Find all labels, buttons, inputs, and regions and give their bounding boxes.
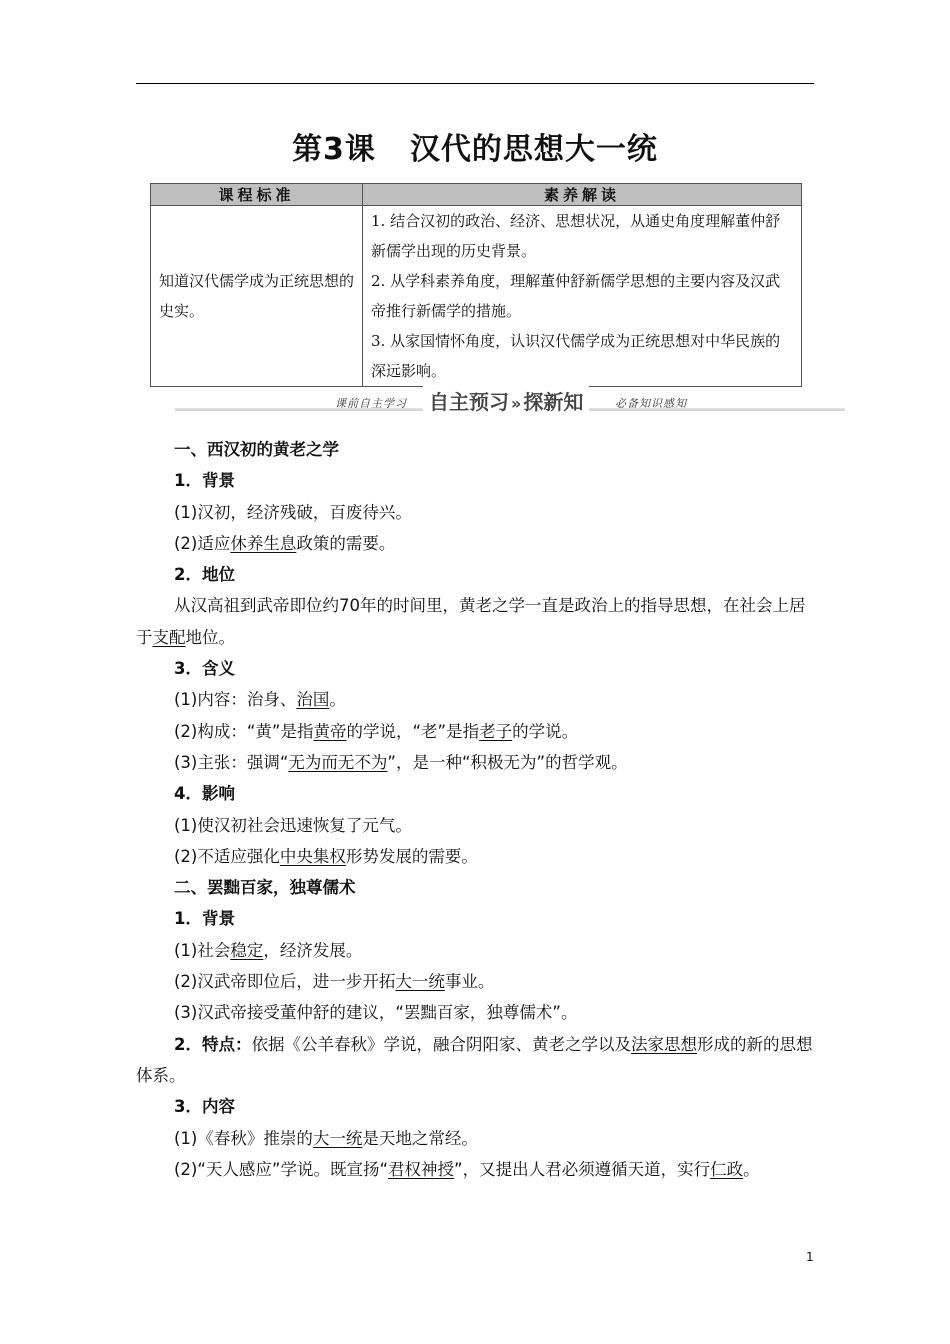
list-item: (2)构成：“黄”是指黄帝的学说，“老”是指老子的学说。 — [174, 721, 579, 741]
underlined-answer: 休养生息 — [230, 533, 297, 553]
page-title — [0, 124, 950, 168]
literacy-item: 3. 从家国情怀角度，认识汉代儒学成为正统思想对中华民族的深远影响。 — [371, 332, 781, 380]
subheading: 1．背景 — [174, 909, 235, 929]
paragraph: 2．特点：依据《公羊春秋》学说，融合阴阳家、黄老之学以及法家思想形成的新的思想体系。 — [136, 1034, 813, 1085]
banner-right-label: 必备知识感知 — [615, 397, 687, 410]
page-number: 1 — [806, 1250, 814, 1264]
underlined-answer: 仁政 — [710, 1159, 744, 1179]
subheading: 3．含义 — [174, 659, 235, 679]
section-heading: 二、罢黜百家，独尊儒术 — [174, 878, 356, 898]
underlined-answer: 大一统 — [395, 972, 445, 992]
literacy-item: 2. 从学科素养角度，理解董仲舒新儒学思想的主要内容及汉武帝推行新儒学的措施。 — [371, 272, 781, 320]
header-rule — [136, 83, 814, 84]
list-item: (2)适应休养生息政策的需要。 — [174, 533, 396, 553]
underlined-answer: 老子 — [479, 721, 513, 741]
standard-cell: 知道汉代儒学成为正统思想的史实。 — [151, 206, 363, 387]
section-heading: 一、西汉初的黄老之学 — [174, 440, 339, 459]
underlined-answer: 无为而无不为 — [288, 752, 388, 772]
underlined-answer: 支配 — [152, 627, 186, 647]
subheading: 2．地位 — [174, 565, 235, 585]
list-item: (2)汉武帝即位后，进一步开拓大一统事业。 — [174, 972, 495, 992]
list-item: (1)社会稳定，经济发展。 — [174, 940, 363, 960]
subheading: 1．背景 — [174, 471, 235, 491]
subheading: 4．影响 — [174, 784, 235, 804]
paragraph: (2)“天人感应”学说。既宣扬“君权神授”，又提出人君必须遵循天道，实行仁政。 — [174, 1159, 760, 1179]
underlined-answer: 法家思想 — [630, 1034, 697, 1054]
literacy-cell — [363, 206, 802, 387]
list-item: (1)《春秋》推崇的大一统是天地之常经。 — [174, 1128, 478, 1148]
underlined-answer: 大一统 — [312, 1128, 363, 1148]
col-header-standard: 课程标准 — [151, 184, 363, 206]
banner-title: 自主预习 » 探新知 — [423, 386, 589, 415]
underlined-answer: 稳定 — [230, 940, 264, 960]
table-row — [151, 206, 802, 387]
content-body — [136, 434, 816, 1185]
literacy-item: 1. 结合汉初的政治、经济、思想状况，从通史角度理解董仲舒新儒学出现的历史背景。 — [371, 212, 781, 260]
lesson-number: 第3课 — [292, 132, 376, 167]
list-item: (1)内容：治身、治国。 — [174, 690, 346, 710]
subheading: 3．内容 — [174, 1097, 235, 1117]
lesson-title: 汉代的思想大一统 — [409, 132, 658, 167]
paragraph: 从汉高祖到武帝即位约70年的时间里，黄老之学一直是政治上的指导思想，在社会上居于支配地位。 — [136, 596, 806, 647]
standards-table — [150, 183, 802, 387]
col-header-literacy: 素养解读 — [363, 184, 802, 206]
underlined-answer: 治国 — [296, 690, 330, 710]
list-item: (3)主张：强调“无为而无不为”，是一种“积极无为”的哲学观。 — [174, 752, 628, 772]
list-item: (1)汉初，经济残破，百废待兴。 — [174, 502, 412, 522]
section-banner — [175, 386, 845, 420]
list-item: (3)汉武帝接受董仲舒的建议，“罢黜百家，独尊儒术”。 — [174, 1003, 578, 1023]
underlined-answer: 中央集权 — [279, 846, 346, 866]
underlined-answer: 君权神授 — [388, 1159, 455, 1179]
underlined-answer: 黄帝 — [313, 721, 347, 741]
list-item: (2)不适应强化中央集权形势发展的需要。 — [174, 846, 478, 866]
chevron-right-icon: » — [511, 394, 522, 413]
banner-left-label: 课前自主学习 — [335, 397, 407, 410]
list-item: (1)使汉初社会迅速恢复了元气。 — [174, 815, 412, 835]
table-header-row — [151, 184, 802, 206]
